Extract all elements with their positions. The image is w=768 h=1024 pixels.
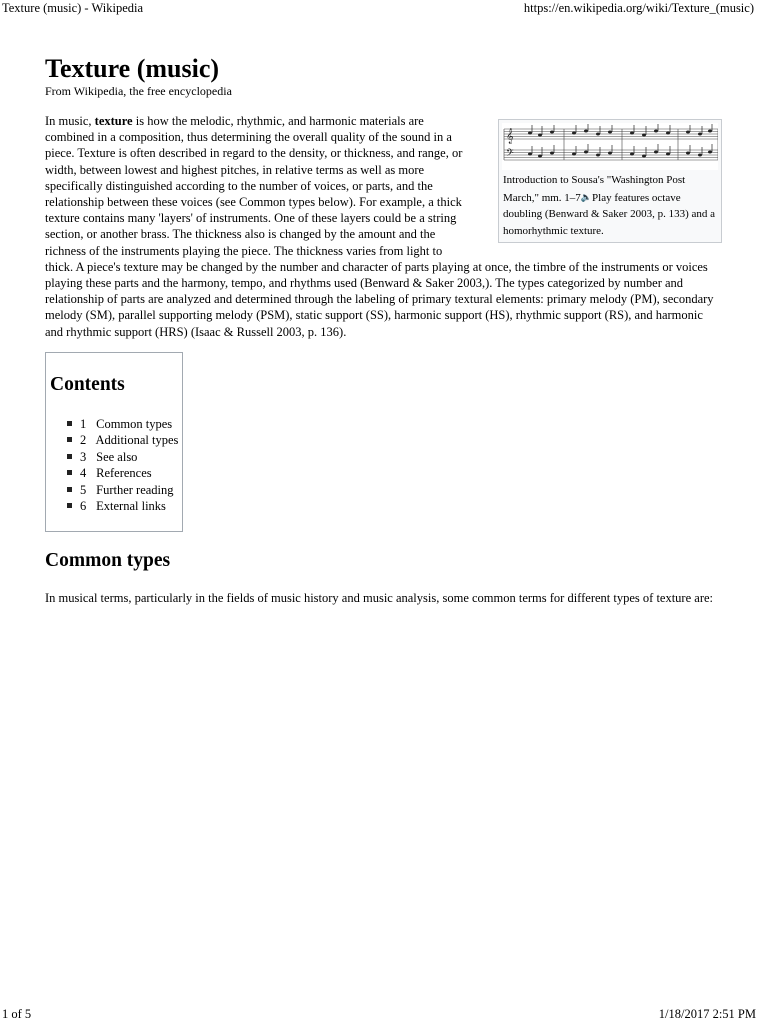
toc-number: 3: [80, 449, 87, 464]
section-paragraph: In musical terms, particularly in the fields of music history and music analysis, some common terms for different types of texture are:: [45, 591, 713, 605]
toc-item-external-links[interactable]: [78, 498, 178, 514]
toc-number: 2: [80, 433, 87, 448]
caption-text-after: features octave doubling (Benward & Saker 2003, p. 133) and a homorhythmic texture.: [503, 191, 716, 237]
sheet-music-image[interactable]: [502, 123, 718, 170]
toc-label[interactable]: References: [96, 466, 152, 481]
intro-text-body: is how the melodic, rhythmic, and harmonic materials are combined in a composition, thus determining the overall quality of the sound in a piece. Texture is often described in regard to the density, or thickness, and range, or width, between lowest and highest pitches, in relative terms as well as more specifically distinguished according to the number of voices, or parts, and the relationship between these voices (see Common types below). For example, a thick texture contains many 'layers' of instruments. One of these layers could be a string section, or another brass. The thickness also is changed by the amount and the richness of the instruments playing the piece. The thickness varies from light to thick. A piece's texture may be changed by the number and character of parts playing at once, the timbre of the instruments or voices playing these parts and the harmony, tempo, and rhythms used (Benward & Saker 2003,). The types categorized by number and relationship of parts are analyzed and determined through the labeling of primary textural elements: primary melody (PM), secondary melody (SM), parallel supporting melody (PSM), static support (SS), harmonic support (HS), rhythmic support (RS), and harmonic and rhythmic support (HRS) (Isaac & Russell 2003, p. 136).: [45, 114, 714, 339]
intro-paragraph: [45, 113, 723, 340]
toc-label[interactable]: Additional types: [95, 433, 179, 448]
section-heading-common-types: Common types: [45, 550, 171, 571]
toc-number: 6: [80, 498, 87, 513]
figure-caption: [499, 170, 721, 239]
svg-text:𝄢: 𝄢: [506, 147, 514, 161]
toc-label[interactable]: External links: [96, 498, 166, 513]
figure-thumbnail: [498, 119, 722, 243]
toc-list: [78, 416, 178, 514]
play-link[interactable]: Play: [592, 191, 612, 204]
article-tagline: From Wikipedia, the free encyclopedia: [45, 84, 232, 98]
speaker-icon[interactable]: 🔈: [580, 191, 593, 202]
toc-item-further-reading[interactable]: [78, 482, 178, 498]
svg-text:𝄞: 𝄞: [506, 129, 514, 144]
intro-term: texture: [94, 114, 133, 128]
print-datetime: 1/18/2017 2:51 PM: [658, 1007, 756, 1021]
toc-item-common-types[interactable]: [78, 416, 178, 432]
intro-text-start: In music,: [45, 114, 95, 128]
toc-item-additional-types[interactable]: [78, 432, 178, 448]
page-counter: 1 of 5: [2, 1007, 32, 1021]
browser-page-title: Texture (music) - Wikipedia: [2, 1, 144, 15]
caption-text-before: Introduction to Sousa's "Washington Post March," mm. 1–7: [503, 174, 686, 204]
toc-title: Contents: [50, 374, 125, 395]
toc-label[interactable]: See also: [96, 449, 138, 464]
table-of-contents: [45, 352, 183, 532]
browser-url[interactable]: https://en.wikipedia.org/wiki/Texture_(music): [523, 1, 754, 15]
toc-label[interactable]: Common types: [96, 417, 173, 431]
toc-label[interactable]: Further reading: [96, 482, 174, 497]
sheet-music-icon: [502, 123, 718, 170]
toc-number: 1: [80, 417, 87, 431]
toc-item-references[interactable]: [78, 465, 178, 481]
toc-number: 4: [80, 466, 87, 481]
article-title: Texture (music): [45, 54, 220, 83]
toc-item-see-also[interactable]: [78, 449, 178, 465]
toc-number: 5: [80, 482, 87, 497]
